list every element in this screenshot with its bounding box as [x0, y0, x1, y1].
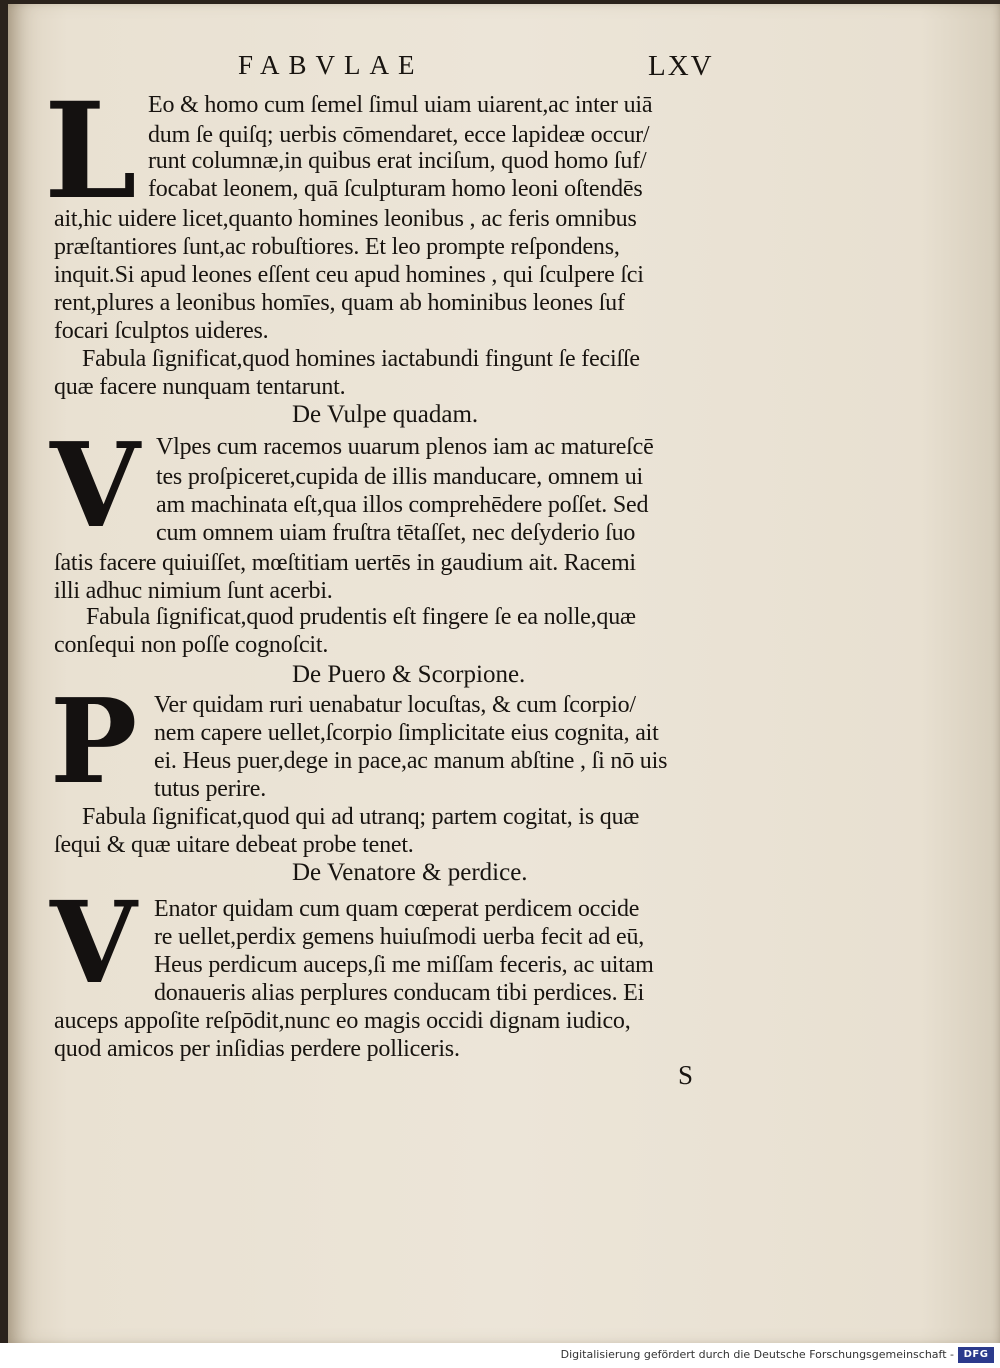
text-line: Heus perdicum auceps,ſi me miſſam feceris, ac uitam [154, 952, 654, 978]
text-line: Enator quidam cum quam cœperat perdicem occide [154, 896, 640, 922]
text-line: ſatis facere quiuiſſet, mœſtitiam uertēs in gaudium ait. Racemi [54, 550, 636, 576]
moral-line: Fabula ſignificat,quod prudentis eſt fingere ſe ea nolle,quæ [86, 604, 636, 630]
moral-line: Fabula ſignificat,quod homines iactabundi fingunt ſe feciſſe [82, 346, 640, 372]
text-line: illi adhuc nimium ſunt acerbi. [54, 578, 333, 604]
text-line: re uellet,perdix gemens huiuſmodi uerba fecit ad eū, [154, 924, 645, 950]
folio-number: LXV [648, 50, 714, 82]
text-line: donaueris alias perplures conducam tibi perdices. Ei [154, 980, 645, 1006]
text-line: runt columnæ,in quibus erat inciſum, quod homo ſuf/ [148, 148, 647, 174]
fable-heading: De Venatore & perdice. [292, 859, 528, 886]
text-line: Eo & homo cum ſemel ſimul uiam uiarent,ac inter uiā [148, 92, 653, 118]
text-line: nem capere uellet,ſcorpio ſimplicitate eius cognita, ait [154, 720, 659, 746]
moral-line: quæ facere nunquam tentarunt. [54, 374, 346, 400]
drop-initial: P [50, 674, 138, 810]
text-line: am machinata eſt,qua illos comprehēdere poſſet. Sed [156, 492, 649, 518]
funding-credit: Digitalisierung gefördert durch die Deutsche Forschungsgemeinschaft - [560, 1348, 954, 1361]
fable-heading: De Vulpe quadam. [292, 401, 479, 428]
text-line: rent,plures a leonibus homīes, quam ab hominibus leones ſuf [54, 290, 625, 316]
moral-line: conſequi non poſſe cognoſcit. [54, 632, 329, 658]
drop-initial: L [44, 74, 137, 229]
text-line: quod amicos per inſidias perdere polliceris. [54, 1036, 460, 1062]
text-line: præſtantiores ſunt,ac robuſtiores. Et leo prompte reſpondens, [54, 234, 620, 260]
text-line: auceps appoſite reſpōdit,nunc eo magis occidi dignam iudico, [54, 1008, 631, 1034]
text-line: ait,hic uidere licet,quanto homines leonibus , ac feris omnibus [54, 206, 637, 232]
drop-initial: V [50, 878, 137, 1009]
text-line: cum omnem uiam fruſtra tētaſſet, nec deſyderio ſuo [156, 520, 636, 546]
text-line: ei. Heus puer,dege in pace,ac manum abſtine , ſi nō uis [154, 748, 668, 774]
book-page [8, 4, 1000, 1343]
text-line: dum ſe quiſq; uerbis cōmendaret, ecce lapideæ occur/ [148, 122, 650, 148]
moral-line: Fabula ſignificat,quod qui ad utranq; partem cogitat, is quæ [82, 804, 640, 830]
drop-initial: V [50, 418, 141, 554]
moral-line: ſequi & quæ uitare debeat probe tenet. [54, 832, 414, 858]
text-line: focari ſculptos uideres. [54, 318, 269, 344]
text-line: Vlpes cum racemos uuarum plenos iam ac matureſcē [156, 434, 654, 460]
text-line: inquit.Si apud leones eſſent ceu apud homines , qui ſculpere ſci [54, 262, 644, 288]
running-title: FABVLAE [238, 50, 424, 80]
running-head [238, 50, 738, 90]
text-line: tutus perire. [154, 776, 267, 802]
footer-bar [0, 1343, 1000, 1368]
text-line: tes proſpiceret,cupida de illis manducare, omnem ui [156, 464, 643, 490]
text-line: Ver quidam ruri uenabatur locuſtas, & cum ſcorpio/ [154, 692, 636, 718]
catchword: S [678, 1060, 694, 1090]
fable-heading: De Puero & Scorpione. [292, 661, 526, 688]
dfg-logo-icon: DFG [958, 1347, 994, 1363]
text-line: focabat leonem, quā ſculpturam homo leoni oſtendēs [148, 176, 643, 202]
